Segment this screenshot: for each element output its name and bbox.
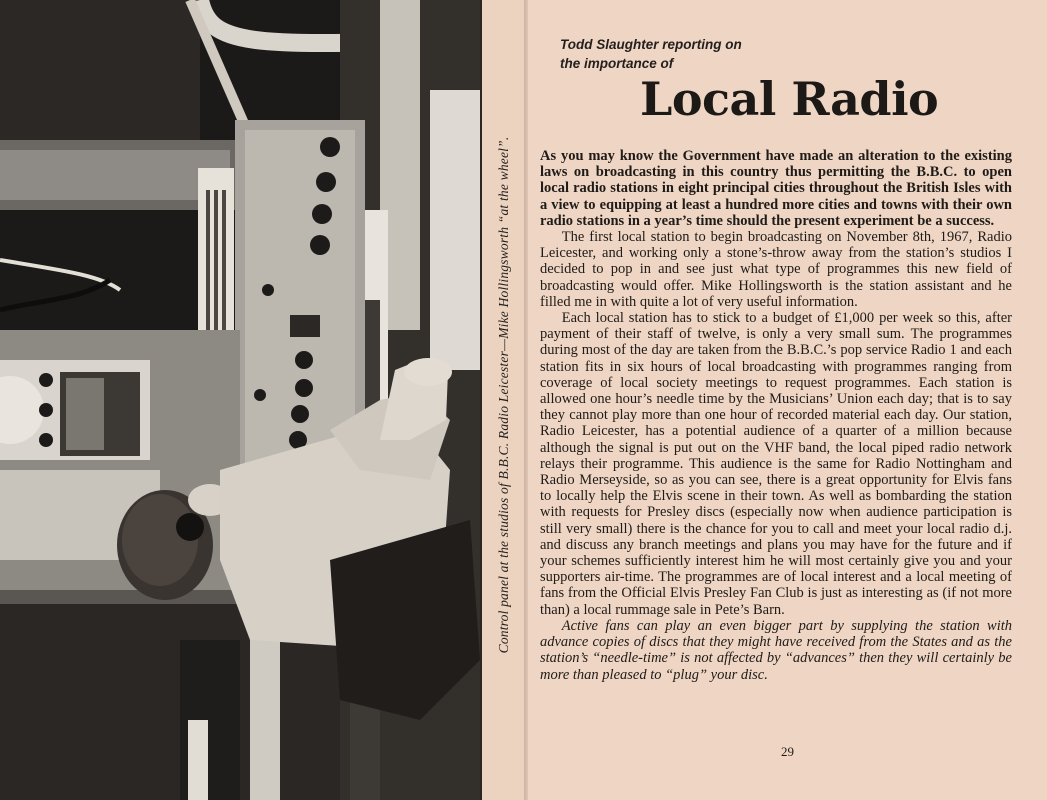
lead-paragraph: As you may know the Government have made an alteration to the existing laws on broadcasting in this country thus permitting the B.B.C. to open local radio stations in eight principal cities throughout the British Isles with a view to equipping at least a hundred more cities and towns with their own radio stations in a year’s time should the present experiment be a success.	[540, 148, 1012, 229]
headline: Local Radio	[640, 72, 939, 126]
radio-studio-photo	[0, 0, 480, 800]
photo-page	[0, 0, 480, 800]
photo-caption: Control panel at the studios of B.B.C. Radio Leicester—Mike Hollingsworth “at the wheel”.	[496, 136, 511, 654]
closing-paragraph: Active fans can play an even bigger part by supplying the station with advance copies of discs that they might have received from the States and as the station’s “needle-time” is not affected by “advances” then they will certainly be more than pleased to “plug” your disc.	[540, 617, 1012, 683]
page-number: 29	[781, 744, 794, 759]
byline	[560, 35, 742, 73]
article-body	[540, 148, 1012, 683]
byline-line-2: the importance of	[560, 56, 674, 71]
article-page	[528, 0, 1047, 800]
body-paragraph-1: The first local station to begin broadcasting on November 8th, 1967, Radio Leicester, and working only a stone’s-throw away from the station’s studios I decided to pop in and see just what type of programmes this new field of broadcasting would offer. Mike Hollingsworth is the station assistant and he filled me in with quite a lot of very useful information.	[540, 229, 1012, 310]
body-paragraph-2: Each local station has to stick to a budget of £1,000 per week so this, after payment of their staff of twelve, is only a very small sum. The programmes during most of the day are taken from the B.B.C.’s pop service Radio 1 and each station fits in six hours of local broadcasting with programmes ranging from coverage of local society meetings to request programmes. Each station is allowed one hour’s needle time by the Musicians’ Union each day; that is to say they cannot play more than one hour of recorded material each day. Our station, Radio Leicester, has a potential audience of a quarter of a million because although the signal is put out on the VHF band, the local piped radio network relays their programme. This audience is the same for Radio Nottingham and Radio Merseyside, so as you can see, there is a great opportunity for Elvis fans to locally help the Elvis scene in their town. As well as bombarding the station with requests for Presley discs (especially now when audience participation is still very small) there is the chance for you to call and meet your local radio d.j. and discuss any branch meetings and plans you may have for the future and if your schemes sufficiently interest him he will most certainly give you and your supporters air-time. The programmes are of local interest and a local meeting of fans from the Official Elvis Presley Fan Club is just as interesting as (if not more than) a local rummage sale in Pete’s Barn.	[540, 310, 1012, 618]
byline-line-1: Todd Slaughter reporting on	[560, 37, 742, 52]
